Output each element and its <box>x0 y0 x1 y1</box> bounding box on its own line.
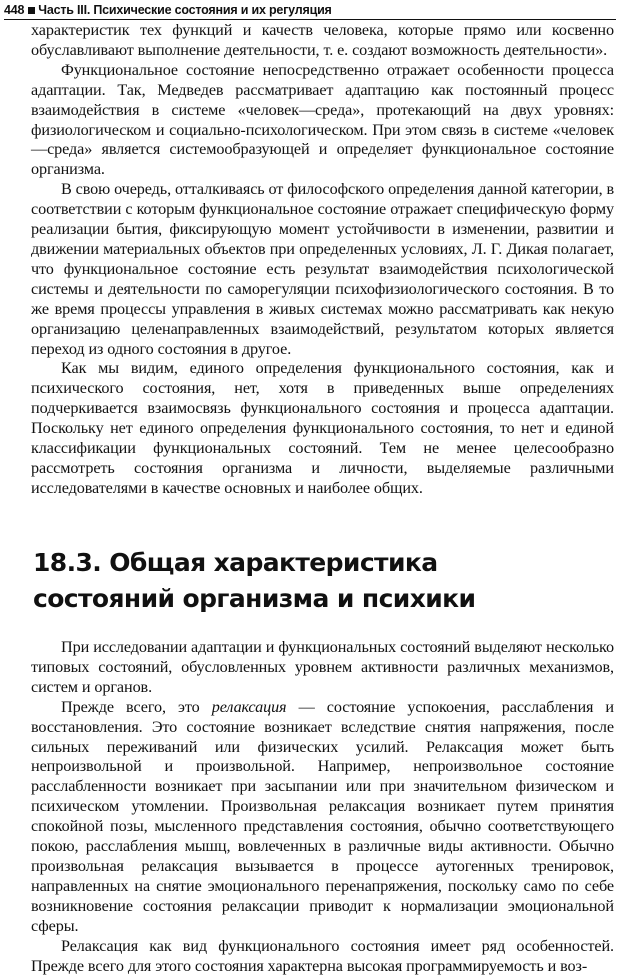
text-block-top <box>31 21 614 499</box>
section-heading <box>33 545 593 617</box>
part-title: Часть III. Психические состояния и их регуляция <box>38 3 332 17</box>
section-heading-line-1: 18.3. Общая характеристика <box>33 548 438 577</box>
page-number: 448 <box>4 3 25 17</box>
running-head <box>4 2 616 18</box>
bullet-square-icon <box>28 7 35 14</box>
section-heading-line-2: состояний организма и психики <box>33 584 476 613</box>
paragraph: В свою очередь, отталкиваясь от философского определения данной категории, в соответствии с которым функциональное состояние отражает специфическую форму реализации бытия, фиксирующую момент устойчивости в изменении, развитии и движении материальных объектов при определенных условиях, Л. Г. Дикая полагает, что функциональное состояние есть результат взаимодействия психологической системы и деятельности по саморегуляции психофизиологического состояния. В то же время процессы управления в живых системах можно рассматривать как некую организацию целенаправленных взаимодействий, результатом которых является переход из одного состояния в другое. <box>31 180 615 358</box>
paragraph: Функциональное состояние непосредственно отражает особенности процесса адаптации. Так, Медведев рассматривает адаптацию как постоянный процесс взаимодействия в системе «человек—среда», протекающий на двух уровнях: физиологическом и социально-психологическом. При этом связь в системе «человек—среда» является системообразующей и определяет функциональное состояние организма. <box>31 60 614 179</box>
text-run: — состояние успокоения, расслабления и восстановления. Это состояние возникает вследствие снятия напряжения, после сильных переживаний или физических усилий. Релаксация может быть непроизвольной и произвольной. Например, непроизвольное состояние расслабленности возникает при засыпании или при значительном физическом и психическом утомлении. Произвольная релаксация возникает путем принятия спокойной позы, мысленного представления состояния, обычно соответствующего покою, расслабления мышц, вовлеченных в различные виды активности. Обычно произвольная релаксация вызывается в процессе аутогенных тренировок, направленных на снятие эмоционального перенапряжения, поскольку само по себе возникновение состояния релаксации приводит к нормализации эмоциональной сферы. <box>31 697 614 935</box>
paragraph-continuation: характеристик тех функций и качеств человека, которые прямо или косвенно обуславливают выполнение деятельности, т. е. создают возможность деятельности». <box>31 21 614 59</box>
text-run: Прежде всего, это <box>61 697 212 716</box>
term-relaxation: релаксация <box>211 697 287 716</box>
text-block-bottom <box>31 638 614 976</box>
paragraph-relaxation <box>31 698 614 937</box>
header-rule <box>4 19 616 20</box>
paragraph: Релаксация как вид функционального состояния имеет ряд особенностей. Прежде всего для этого состояния характерна высокая программируемость и воз- <box>31 936 614 975</box>
paragraph: Как мы видим, единого определения функционального состояния, как и психического состояния, нет, хотя в приведенных выше определениях подчеркивается взаимосвязь функционального состояния и процесса адаптации. Поскольку нет единого определения функционального состояния, то нет и единой классификации функциональных состояний. Тем не менее целесообразно рассмотреть состояния организма и личности, выделяемые различными исследователями в качестве основных и наиболее общих. <box>31 359 614 497</box>
paragraph: При исследовании адаптации и функциональных состояний выделяют несколько типовых состояний, обусловленных уровнем активности различных механизмов, систем и органов. <box>31 638 614 696</box>
